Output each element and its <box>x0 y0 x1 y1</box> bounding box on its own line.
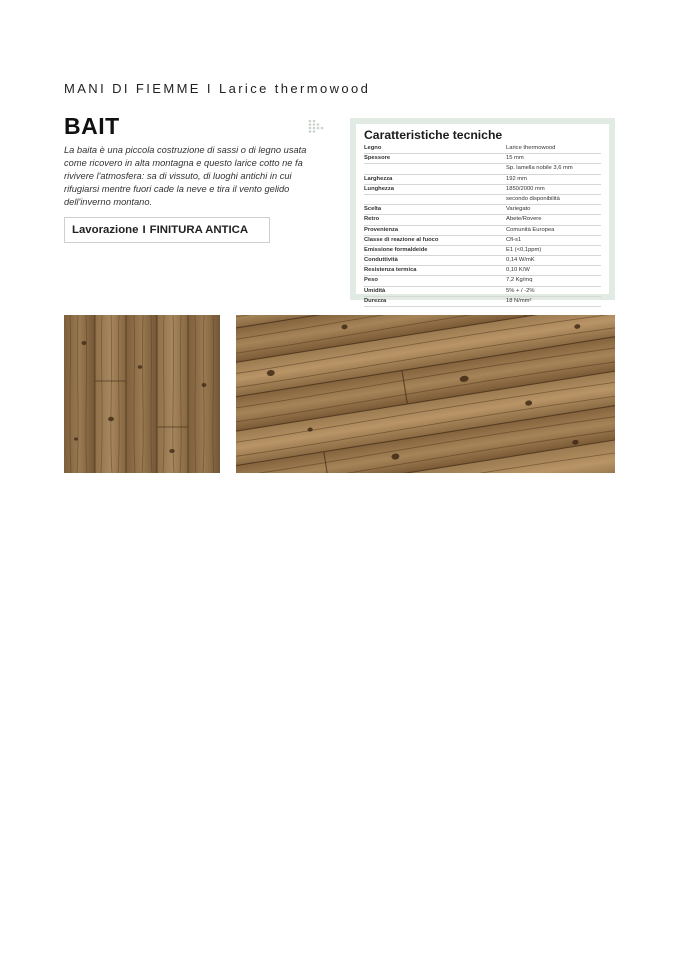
decorative-dots-icon <box>308 119 324 133</box>
spec-value: Sp. lamella nobile 3,6 mm <box>506 165 573 172</box>
spec-row <box>364 266 601 276</box>
product-line: Larice thermowood <box>218 81 371 96</box>
spec-row <box>364 164 601 174</box>
spec-value: E1 (<0,1ppm) <box>506 246 542 253</box>
spec-value: 5% + / -2% <box>506 287 535 294</box>
spec-key: Lunghezza <box>364 185 394 192</box>
spec-row <box>364 226 601 236</box>
spec-key: Provenienza <box>364 226 399 233</box>
spec-value: Variegato <box>506 206 531 213</box>
spec-card <box>350 118 615 304</box>
spec-value: 0,10 K/W <box>506 267 530 274</box>
spec-key: Retro <box>364 216 380 223</box>
spec-key: Larghezza <box>364 175 393 182</box>
spec-value: 0,14 W/mK <box>506 257 535 264</box>
spec-row <box>364 246 601 256</box>
spec-title: Caratteristiche tecniche <box>364 128 503 142</box>
spec-value: 7,2 Kg/mq <box>506 277 533 284</box>
spec-value: 192 mm <box>506 175 527 182</box>
spec-value: Cfl-s1 <box>506 236 522 243</box>
spec-value: Abete/Rovere <box>506 216 542 223</box>
spec-value: 15 mm <box>506 155 524 162</box>
spec-row <box>364 205 601 215</box>
wood-sample-vertical-photo <box>64 315 220 473</box>
spec-row <box>364 195 601 205</box>
spec-key: Umidità <box>364 287 386 294</box>
product-title: BAIT <box>64 113 120 139</box>
spec-key <box>364 195 506 204</box>
spec-value: Comunità Europea <box>506 226 555 233</box>
spec-key: Durezza <box>364 297 387 304</box>
finish-box <box>64 217 270 243</box>
spec-key: Scelta <box>364 206 382 213</box>
spec-row <box>364 297 601 307</box>
spec-row <box>364 185 601 195</box>
wood-floor-photo <box>236 315 615 473</box>
spec-value: secondo disponibilità <box>506 195 560 202</box>
spec-value: 18 N/mm² <box>506 297 532 304</box>
spec-table <box>364 144 601 307</box>
spec-key: Peso <box>364 277 378 284</box>
spec-value: 1850/2000 mm <box>506 185 545 192</box>
spec-key: Classe di reazione al fuoco <box>364 236 439 243</box>
spec-row <box>364 236 601 246</box>
finish-value: FINITURA ANTICA <box>149 224 249 236</box>
spec-row <box>364 215 601 225</box>
brand-header <box>64 81 370 96</box>
spec-key: Legno <box>364 145 382 151</box>
brand-separator: I <box>206 81 213 96</box>
brand-name: MANI DI FIEMME <box>64 81 201 96</box>
finish-separator: I <box>142 224 146 236</box>
spec-row <box>364 276 601 286</box>
spec-key <box>364 164 506 173</box>
spec-key: Spessore <box>364 155 391 162</box>
spec-key: Resistenza termica <box>364 267 417 274</box>
spec-value: Larice thermowood <box>506 145 556 151</box>
finish-label: Lavorazione <box>72 224 139 236</box>
product-description: La baita è una piccola costruzione di sassi o di legno usata come ricovero in alta montagna e questo larice cotto ne fa rivivere l'atmosfera: sa di vissuto, di luoghi antichi in cui rifugiarsi mentre fuori cade la neve e tira il vento gelido dell'inverno montano. <box>64 145 307 208</box>
spec-row <box>364 287 601 297</box>
spec-row <box>364 154 601 164</box>
spec-key: Emissione formaldeide <box>364 246 428 253</box>
spec-row <box>364 175 601 185</box>
spec-row <box>364 256 601 266</box>
spec-key: Conduttività <box>364 257 398 264</box>
spec-row <box>364 144 601 154</box>
